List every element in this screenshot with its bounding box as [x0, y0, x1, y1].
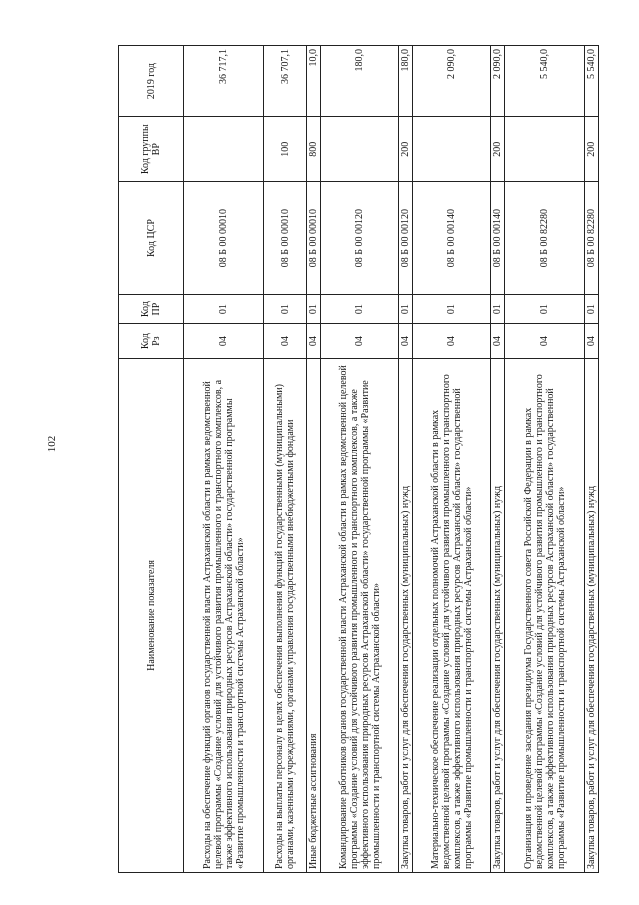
row-2019: 36 717,1	[184, 46, 264, 117]
row-2019: 5 540,0	[505, 46, 585, 117]
row-2019: 10,0	[307, 46, 321, 117]
row-vr: 200	[491, 117, 505, 182]
row-2019: 2 090,0	[413, 46, 491, 117]
row-vr	[413, 117, 491, 182]
row-csr: 08 Б 00 82280	[505, 182, 585, 295]
row-csr: 08 Б 00 00010	[184, 182, 264, 295]
row-csr: 08 Б 00 00010	[264, 182, 307, 295]
row-rz: 04	[184, 324, 264, 358]
row-csr: 08 Б 00 00140	[413, 182, 491, 295]
row-pr: 01	[413, 294, 491, 324]
row-2019: 180,0	[399, 46, 413, 117]
row-2019: 2 090,0	[491, 46, 505, 117]
row-name: Закупка товаров, работ и услуг для обеспечения государственных (муниципальных) нужд	[491, 358, 505, 872]
row-2019: 180,0	[321, 46, 399, 117]
row-vr: 800	[307, 117, 321, 182]
row-name: Закупка товаров, работ и услуг для обеспечения государственных (муниципальных) нужд	[399, 358, 413, 872]
header-pr: Код ПР	[119, 294, 184, 324]
row-pr: 01	[307, 294, 321, 324]
row-pr: 01	[491, 294, 505, 324]
row-pr: 01	[264, 294, 307, 324]
row-pr: 01	[505, 294, 585, 324]
row-rz: 04	[491, 324, 505, 358]
header-rz: Код Рз	[119, 324, 184, 358]
row-csr: 08 Б 00 00010	[307, 182, 321, 295]
row-2019: 5 540,0	[585, 46, 599, 117]
row-pr: 01	[184, 294, 264, 324]
header-year: 2019 год	[119, 46, 184, 117]
table-row	[491, 46, 505, 873]
table-row	[505, 46, 585, 873]
row-2019: 36 707,1	[264, 46, 307, 117]
row-rz: 04	[505, 324, 585, 358]
row-rz: 04	[585, 324, 599, 358]
table-row	[399, 46, 413, 873]
row-rz: 04	[307, 324, 321, 358]
row-name: Организация и проведение заседания президиума Государственного совета Российской Федерации в рамках ведомственной целевой программы «Создание условий для устойчивого развития промышленного и транспортного комплексов, а также эффективного использования природных ресурсов Астраханской области» государственной программы «Развитие промышленности и транспортной системы Астраханской области»	[505, 358, 585, 872]
table-row	[184, 46, 264, 873]
row-csr: 08 Б 00 00120	[321, 182, 399, 295]
row-pr: 01	[321, 294, 399, 324]
row-vr	[505, 117, 585, 182]
row-rz: 04	[264, 324, 307, 358]
row-csr: 08 Б 00 82280	[585, 182, 599, 295]
header-name: Наименование показателя	[119, 358, 184, 872]
row-vr	[184, 117, 264, 182]
row-pr: 01	[399, 294, 413, 324]
table-header-row	[119, 46, 184, 873]
row-name: Командирование работников органов государственной власти Астраханской области в рамках ведомственной целевой программы «Создание условий для устойчивого развития промышленного и транспортного комплексов, а также эффективного использования природных ресурсов Астраханской области» государственной программы «Развитие промышленности и транспортной системы Астраханской области»	[321, 358, 399, 872]
header-vr: Код группы ВР	[119, 117, 184, 182]
row-vr	[321, 117, 399, 182]
budget-table	[118, 45, 599, 873]
row-name: Закупка товаров, работ и услуг для обеспечения государственных (муниципальных) нужд	[585, 358, 599, 872]
budget-table-rotated	[118, 45, 597, 873]
row-rz: 04	[413, 324, 491, 358]
row-vr: 200	[399, 117, 413, 182]
row-vr: 100	[264, 117, 307, 182]
row-csr: 08 Б 00 00120	[399, 182, 413, 295]
row-vr: 200	[585, 117, 599, 182]
row-name: Материально-техническое обеспечение реализации отдельных полномочий Астраханской области в рамках ведомственной целевой программы «Создание условий для устойчивого развития промышленного и транспортного комплексов, а также эффективного использования природных ресурсов Астраханской области» государственной программы «Развитие промышленности и транспортной системы Астраханской области»	[413, 358, 491, 872]
row-csr: 08 Б 00 00140	[491, 182, 505, 295]
row-name: Расходы на обеспечение функций органов государственной власти Астраханской области в рамках ведомственной целевой программы «Создание условий для устойчивого развития промышленного и транспортного комплексов, а также эффективного использования природных ресурсов Астраханской области» государственной программы «Развитие промышленности и транспортной системы Астраханской области»	[184, 358, 264, 872]
table-row	[585, 46, 599, 873]
row-name: Расходы на выплаты персоналу в целях обеспечения выполнения функций государственными (муниципальными) органами, казенными учреждениями, органами управления государственными внебюджетными фондами	[264, 358, 307, 872]
row-name: Иные бюджетные ассигнования	[307, 358, 321, 872]
row-pr: 01	[585, 294, 599, 324]
table-row	[264, 46, 307, 873]
row-rz: 04	[399, 324, 413, 358]
header-csr: Код ЦСР	[119, 182, 184, 295]
page-number: 102	[46, 435, 58, 453]
table-row	[321, 46, 399, 873]
row-rz: 04	[321, 324, 399, 358]
table-row	[413, 46, 491, 873]
table-row	[307, 46, 321, 873]
